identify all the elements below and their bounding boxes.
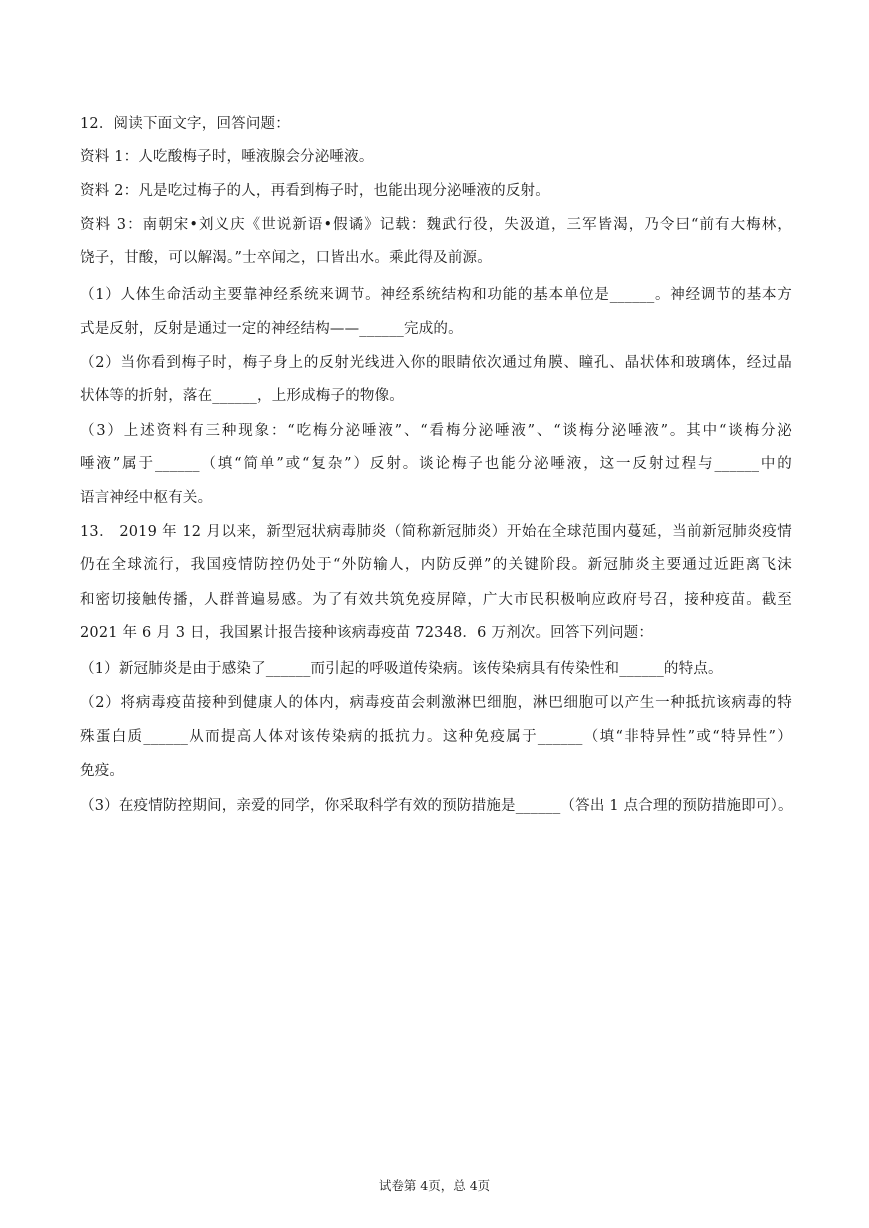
- q13-part2-line-1: （2）将病毒疫苗接种到健康人的体内，病毒疫苗会刺激淋巴细胞，淋巴细胞可以产生一种抵抗该病毒的特: [80, 695, 792, 711]
- question-13-line-4: 2021 年 6 月 3 日，我国累计报告接种该病毒疫苗 72348．6 万剂次。回答下列问题：: [80, 625, 654, 641]
- q12-part1-line-1: （1）人体生命活动主要靠神经系统来调节。神经系统结构和功能的基本单位是______。神经调节的基本方: [80, 287, 792, 303]
- material-3-line-2: 饶子，甘酸，可以解渴。”士卒闻之，口皆出水。乘此得及前源。: [80, 250, 492, 266]
- question-13-line-2: 仍在全球流行，我国疫情防控仍处于“外防输人，内防反弹”的关键阶段。新冠肺炎主要通过近距离飞沫: [80, 557, 792, 573]
- page-footer: 试卷第 4页，总 4页: [378, 1178, 491, 1193]
- question-13-line-1: 13． 2019 年 12 月以来，新型冠状病毒肺炎（简称新冠肺炎）开始在全球范围内蔓延，当前新冠肺炎疫情: [80, 524, 792, 540]
- q13-part2-line-2: 殊蛋白质______从而提高人体对该传染病的抵抗力。这种免疫属于______（填“非特异性”或“特异性”）: [80, 729, 792, 745]
- q12-part2-line-2: 状体等的折射，落在______，上形成梅子的物像。: [80, 388, 404, 404]
- q12-part1-line-2: 式是反射，反射是通过一定的神经结构——______完成的。: [80, 321, 463, 337]
- q12-part3-line-2: 唾液”属于______（填“简单”或“复杂”）反射。谈论梅子也能分泌唾液，这一反射过程与______中的: [80, 456, 792, 472]
- q12-part3-line-1: （3）上述资料有三种现象：“吃梅分泌唾液”、“看梅分泌唾液”、“谈梅分泌唾液”。其中“谈梅分泌: [80, 423, 792, 439]
- q13-part2-line-3: 免疫。: [80, 763, 125, 779]
- q13-part1: （1）新冠肺炎是由于感染了______而引起的呼吸道传染病。该传染病具有传染性和______的特点。: [80, 661, 723, 677]
- q12-part3-line-3: 语言神经中枢有关。: [80, 490, 213, 506]
- material-1: 资料 1：人吃酸梅子时，唾液腺会分泌唾液。: [80, 149, 374, 165]
- q12-part2-line-1: （2）当你看到梅子时，梅子身上的反射光线进入你的眼睛依次通过角膜、瞳孔、晶状体和玻璃体，经过晶: [80, 355, 792, 371]
- material-2: 资料 2：凡是吃过梅子的人，再看到梅子时，也能出现分泌唾液的反射。: [80, 183, 550, 199]
- q13-part3: （3）在疫情防控期间，亲爱的同学，你采取科学有效的预防措施是______（答出 1 点合理的预防措施即可）。: [80, 798, 793, 814]
- material-3-line-1: 资料 3：南朝宋•刘义庆《世说新语•假谲》记载：魏武行役，失汲道，三军皆渴，乃令曰“前有大梅林，: [80, 217, 792, 233]
- question-12-heading: 12．阅读下面文字，回答问题：: [80, 116, 290, 132]
- question-13-line-3: 和密切接触传播，人群普遍易感。为了有效共筑免疫屏障，广大市民积极响应政府号召，接种疫苗。截至: [80, 592, 792, 608]
